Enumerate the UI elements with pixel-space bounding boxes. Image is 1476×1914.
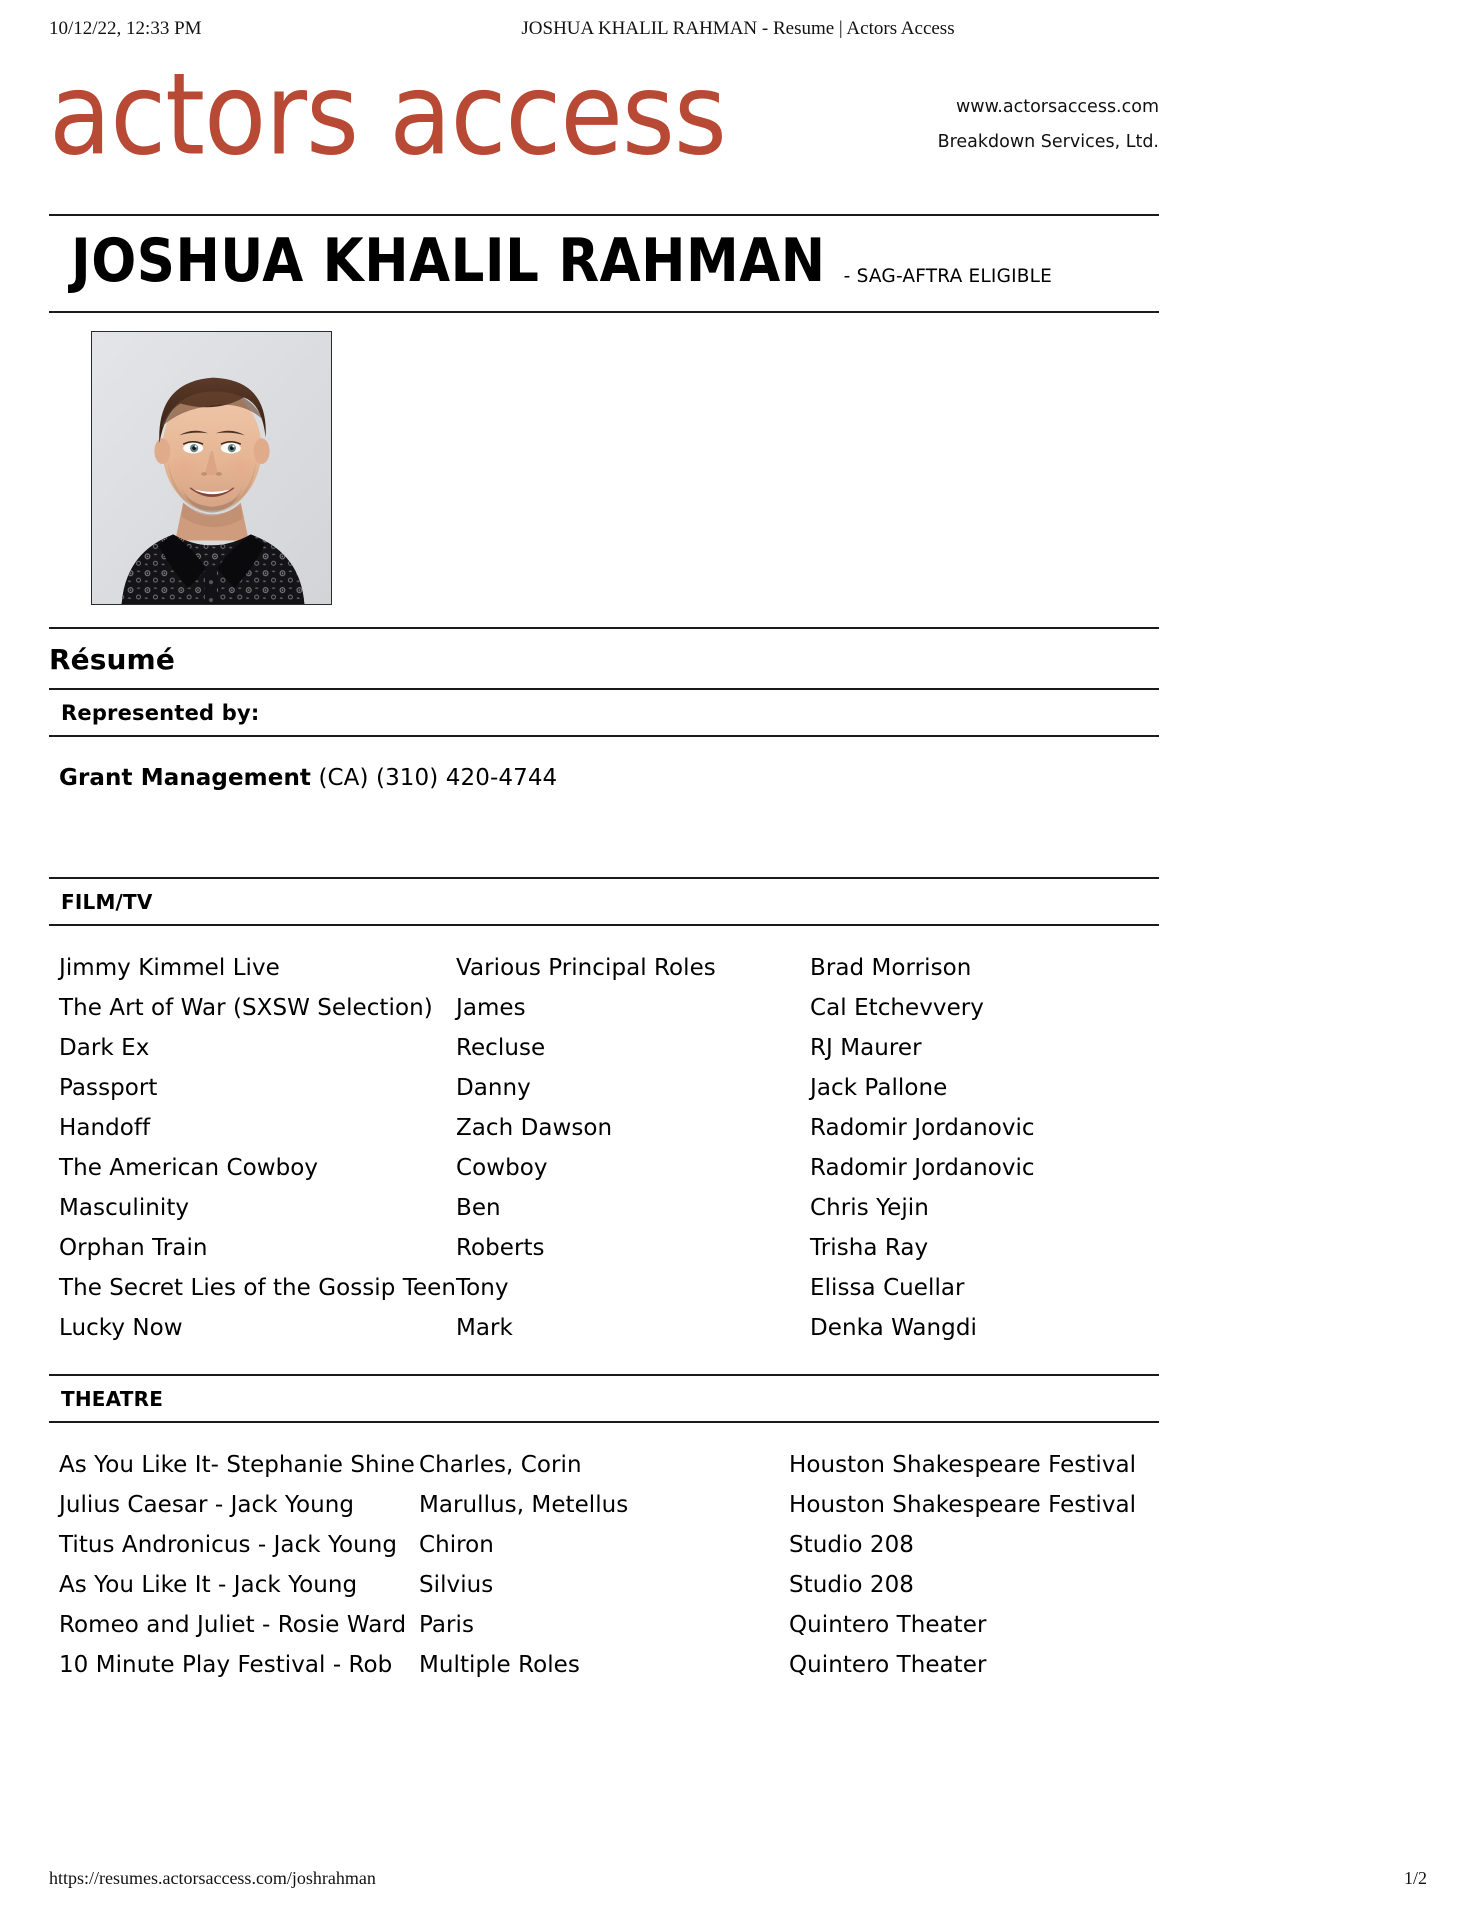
credits-table-theatre (49, 1445, 1159, 1685)
brand-meta (938, 90, 1159, 160)
credit-title: Dark Ex (59, 1034, 150, 1061)
actor-name: JOSHUA KHALIL RAHMAN (71, 227, 826, 296)
table-row (49, 1605, 1159, 1645)
agency-details: (CA) (310) 420-4744 (311, 765, 558, 791)
credit-role: Chiron (419, 1531, 494, 1558)
credit-title: Jimmy Kimmel Live (59, 954, 280, 981)
table-row (49, 1068, 1159, 1108)
table-row (49, 948, 1159, 988)
credit-company: Houston Shakespeare Festival (789, 1491, 1137, 1518)
credit-title: Lucky Now (59, 1314, 183, 1341)
credit-title: The Art of War (SXSW Selection) (59, 994, 433, 1021)
credit-company: Elissa Cuellar (810, 1274, 965, 1301)
resume-heading: Résumé (49, 643, 175, 676)
table-row (49, 1565, 1159, 1605)
credit-company: Radomir Jordanovic (810, 1114, 1035, 1141)
table-row (49, 1108, 1159, 1148)
credit-role: James (455, 994, 526, 1021)
credit-company: Brad Morrison (810, 954, 972, 981)
credit-title: As You Like It- Stephanie Shine (59, 1451, 415, 1478)
spacer (49, 1348, 1159, 1374)
brand-website: www.actorsaccess.com (955, 97, 1159, 117)
credit-role: Paris (419, 1611, 475, 1638)
headshot-container (49, 313, 1159, 627)
credit-company: Houston Shakespeare Festival (789, 1451, 1137, 1478)
credit-company: Denka Wangdi (810, 1314, 977, 1341)
name-row (49, 216, 1159, 311)
credit-title: Passport (59, 1074, 158, 1101)
credit-role: Ben (455, 1194, 501, 1221)
table-row (49, 1308, 1159, 1348)
credit-role: Tony (455, 1274, 509, 1301)
represented-by-heading: Represented by: (61, 701, 260, 725)
credit-role: Mark (455, 1314, 513, 1341)
credit-role: Danny (455, 1074, 531, 1101)
agency-name: Grant Management (59, 765, 312, 791)
credit-company: Cal Etchevvery (810, 994, 984, 1021)
credit-role: Roberts (455, 1234, 545, 1261)
credit-role: Recluse (455, 1034, 546, 1061)
section-heading-theatre: THEATRE (61, 1387, 164, 1411)
actors-access-logo: actors access (49, 48, 726, 181)
credit-company: Quintero Theater (789, 1651, 987, 1678)
table-row (49, 1445, 1159, 1485)
union-status-badge: - SAG-AFTRA ELIGIBLE (843, 266, 1053, 287)
credit-title: The American Cowboy (59, 1154, 319, 1181)
credit-title: The Secret Lies of the Gossip Teen (59, 1274, 456, 1301)
credit-role: Charles, Corin (419, 1451, 582, 1478)
table-row (49, 1148, 1159, 1188)
credit-company: Jack Pallone (810, 1074, 948, 1101)
credit-title: 10 Minute Play Festival - Rob (59, 1651, 393, 1678)
print-page-title: JOSHUA KHALIL RAHMAN - Resume | Actors Access (521, 18, 955, 39)
spacer (49, 1423, 1159, 1445)
credit-company: Quintero Theater (789, 1611, 987, 1638)
table-row (49, 1228, 1159, 1268)
brand-company: Breakdown Services, Ltd. (937, 132, 1159, 152)
credit-title: Handoff (59, 1114, 151, 1141)
credit-company: Studio 208 (789, 1531, 914, 1558)
table-row (49, 1188, 1159, 1228)
credit-title: Titus Andronicus - Jack Young (59, 1531, 398, 1558)
credit-role: Various Principal Roles (455, 954, 716, 981)
spacer (49, 791, 1159, 877)
credit-title: Romeo and Juliet - Rosie Ward (59, 1611, 407, 1638)
headshot-photo (91, 331, 332, 605)
credit-company: Trisha Ray (810, 1234, 929, 1261)
browser-print-footer (0, 1868, 1476, 1894)
spacer (49, 926, 1159, 948)
table-row (49, 1268, 1159, 1308)
print-page-number: 1/2 (1403, 1868, 1427, 1888)
credit-company: RJ Maurer (810, 1034, 922, 1061)
credit-role: Cowboy (455, 1154, 548, 1181)
resume-page (49, 0, 1159, 1685)
credit-role: Silvius (419, 1571, 494, 1598)
credits-table-filmtv (49, 948, 1159, 1348)
credit-title: Julius Caesar - Jack Young (59, 1491, 355, 1518)
table-row (49, 1485, 1159, 1525)
masthead (49, 48, 1159, 214)
credit-title: Masculinity (59, 1194, 190, 1221)
credit-company: Studio 208 (789, 1571, 914, 1598)
print-date: 10/12/22, 12:33 PM (49, 18, 202, 39)
section-heading-filmtv: FILM/TV (61, 890, 153, 914)
table-row (49, 1525, 1159, 1565)
table-row (49, 988, 1159, 1028)
credit-role: Marullus, Metellus (419, 1491, 629, 1518)
credit-role: Zach Dawson (455, 1114, 613, 1141)
table-row (49, 1028, 1159, 1068)
agency-line (49, 737, 1159, 791)
credit-title: As You Like It - Jack Young (59, 1571, 358, 1598)
print-source-url: https://resumes.actorsaccess.com/joshrahman (49, 1868, 376, 1888)
credit-company: Radomir Jordanovic (810, 1154, 1035, 1181)
credit-title: Orphan Train (59, 1234, 208, 1261)
credit-company: Chris Yejin (810, 1194, 929, 1221)
table-row (49, 1645, 1159, 1685)
credit-role: Multiple Roles (419, 1651, 580, 1678)
